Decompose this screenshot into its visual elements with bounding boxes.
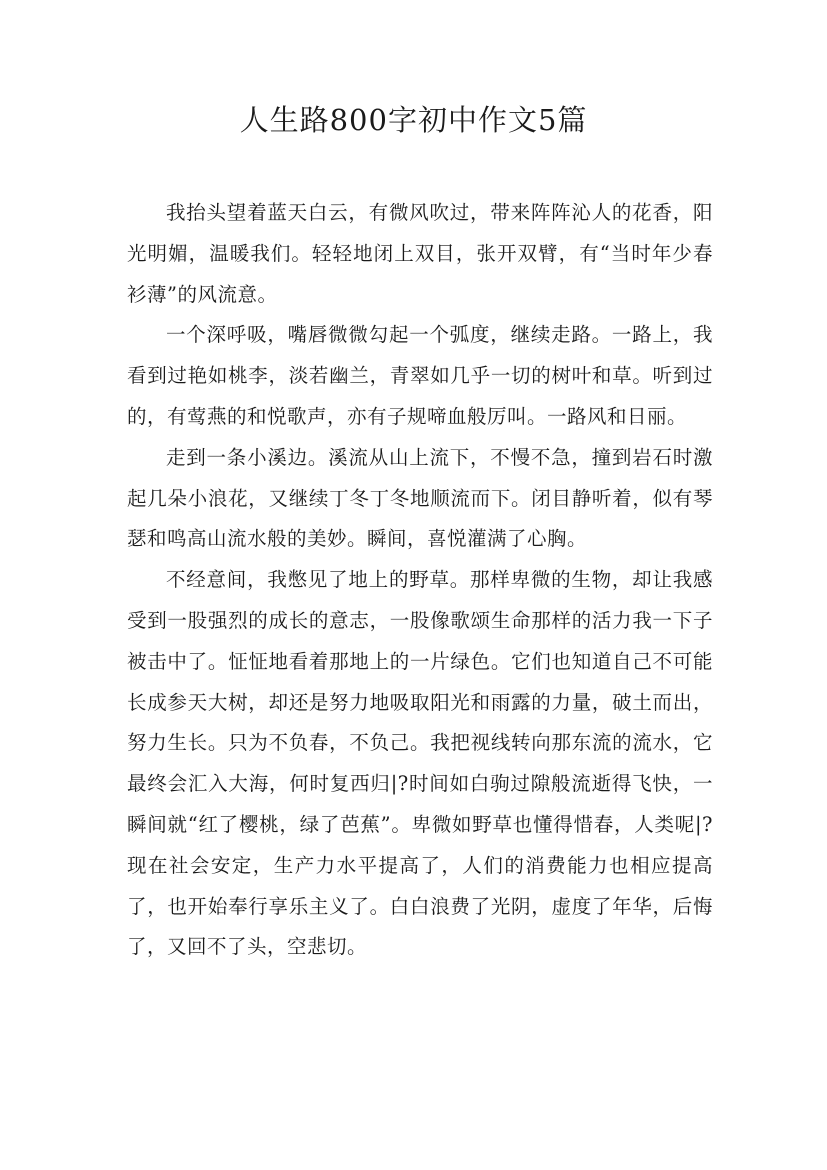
paragraph: 走到一条小溪边。溪流从山上流下，不慢不急，撞到岩石时激起几朵小浪花，又继续丁冬丁冬地顺流而下。闭目静听着，似有琴瑟和鸣高山流水般的美妙。瞬间，喜悦灌满了心胸。 xyxy=(127,445,713,551)
paragraph: 一个深呼吸，嘴唇微微勾起一个弧度，继续走路。一路上，我看到过艳如桃李，淡若幽兰，青翠如几乎一切的树叶和草。听到过的，有莺燕的和悦歌声，亦有子规啼血般厉叫。一路风和日丽。 xyxy=(127,323,713,428)
document-body xyxy=(127,193,713,968)
paragraph: 不经意间，我憋见了地上的野草。那样卑微的生物，却让我感受到一股强烈的成长的意志，一股像歌颂生命那样的活力我一下子被击中了。怔怔地看着那地上的一片绿色。它们也知道自己不可能长成参天大树，却还是努力地吸取阳光和雨露的力量，破土而出，努力生长。只为不负春，不负己。我把视线转向那东流的流水，它最终会汇入大海，何时复西归|?时间如白驹过隙般流逝得飞快，一瞬间就“红了樱桃，绿了芭蕉”。卑微如野草也懂得惜春，人类呢|?现在社会安定，生产力水平提高了，人们的消费能力也相应提高了，也开始奉行享乐主义了。白白浪费了光阴，虚度了年华，后悔了，又回不了头，空悲切。 xyxy=(127,568,713,959)
document-title: 人生路800字初中作文5篇 xyxy=(239,103,588,137)
paragraph: 我抬头望着蓝天白云，有微风吹过，带来阵阵沁人的花香，阳光明媚，温暖我们。轻轻地闭上双目，张开双臂，有“当时年少春衫薄”的风流意。 xyxy=(127,201,713,306)
